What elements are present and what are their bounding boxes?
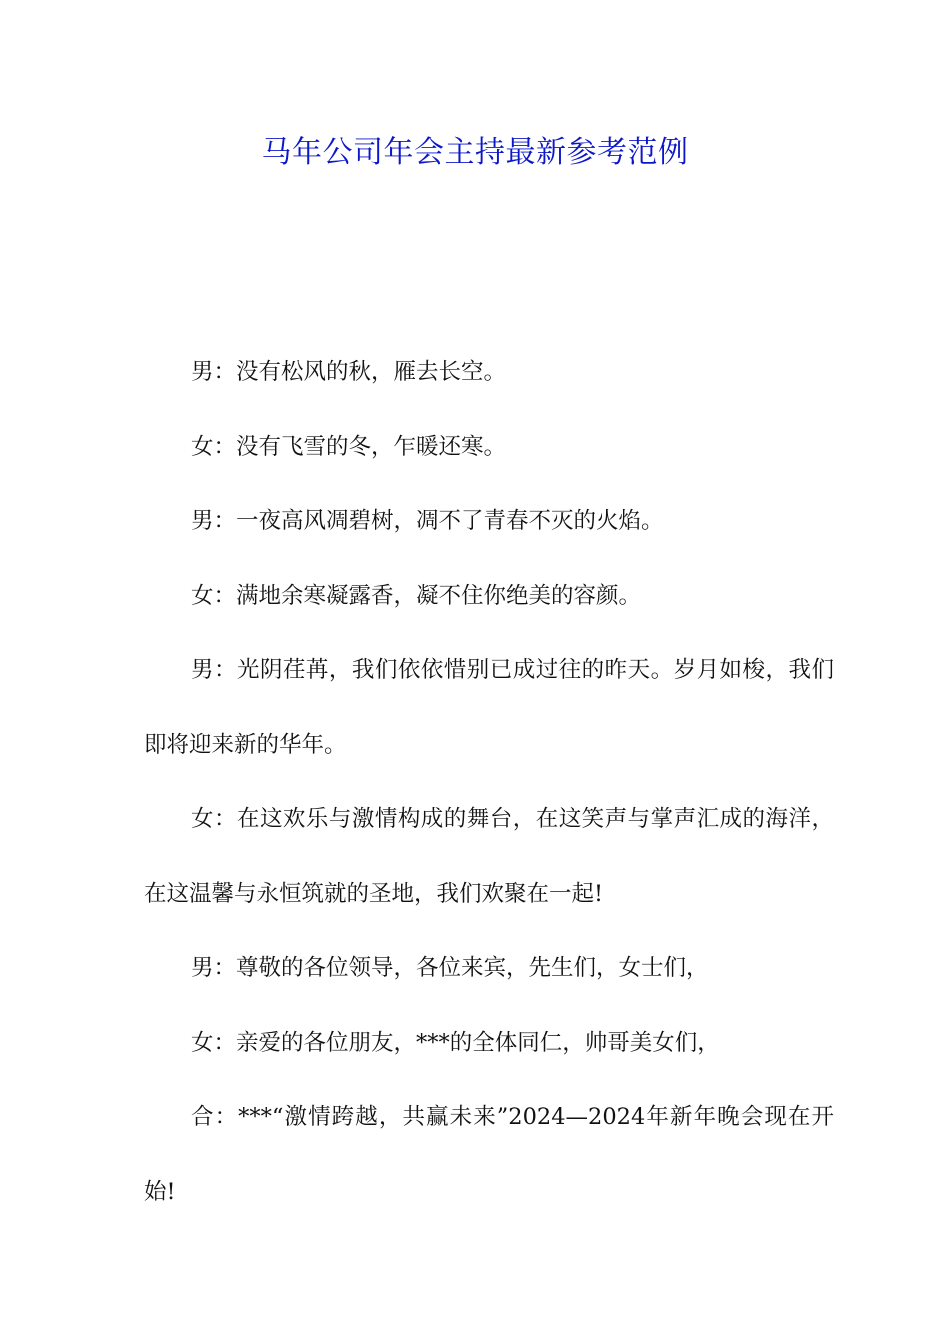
dialogue-paragraph-4: 女：满地余寒凝露香，凝不住你绝美的容颜。 bbox=[191, 582, 642, 609]
dialogue-paragraph-1: 男：没有松风的秋，雁去长空。 bbox=[191, 359, 507, 385]
dialogue-paragraph-7: 男：尊敬的各位领导，各位来宾，先生们，女士们， bbox=[191, 955, 709, 981]
dialogue-paragraph-5: 男：光阴荏苒，我们依依惜别已成过往的昨天。岁月如梭，我们即将迎来新的华年。 bbox=[144, 657, 834, 758]
document-body bbox=[144, 335, 834, 1229]
document-title: 马年公司年会主持最新参考范例 bbox=[261, 135, 689, 170]
dialogue-paragraph-2: 女：没有飞雪的冬，乍暖还寒。 bbox=[191, 433, 507, 460]
dialogue-paragraph-9: 合：***“激情跨越，共赢未来”2024—2024年新年晚会现在开始! bbox=[144, 1104, 834, 1205]
dialogue-paragraph-3: 男：一夜高风凋碧树，凋不了青春不灭的火焰。 bbox=[191, 508, 664, 534]
dialogue-paragraph-6: 女：在这欢乐与激情构成的舞台，在这笑声与掌声汇成的海洋，在这温馨与永恒筑就的圣地，我们欢聚在一起! bbox=[144, 806, 834, 907]
dialogue-paragraph-8: 女：亲爱的各位朋友，***的全体同仁，帅哥美女们， bbox=[191, 1029, 720, 1056]
